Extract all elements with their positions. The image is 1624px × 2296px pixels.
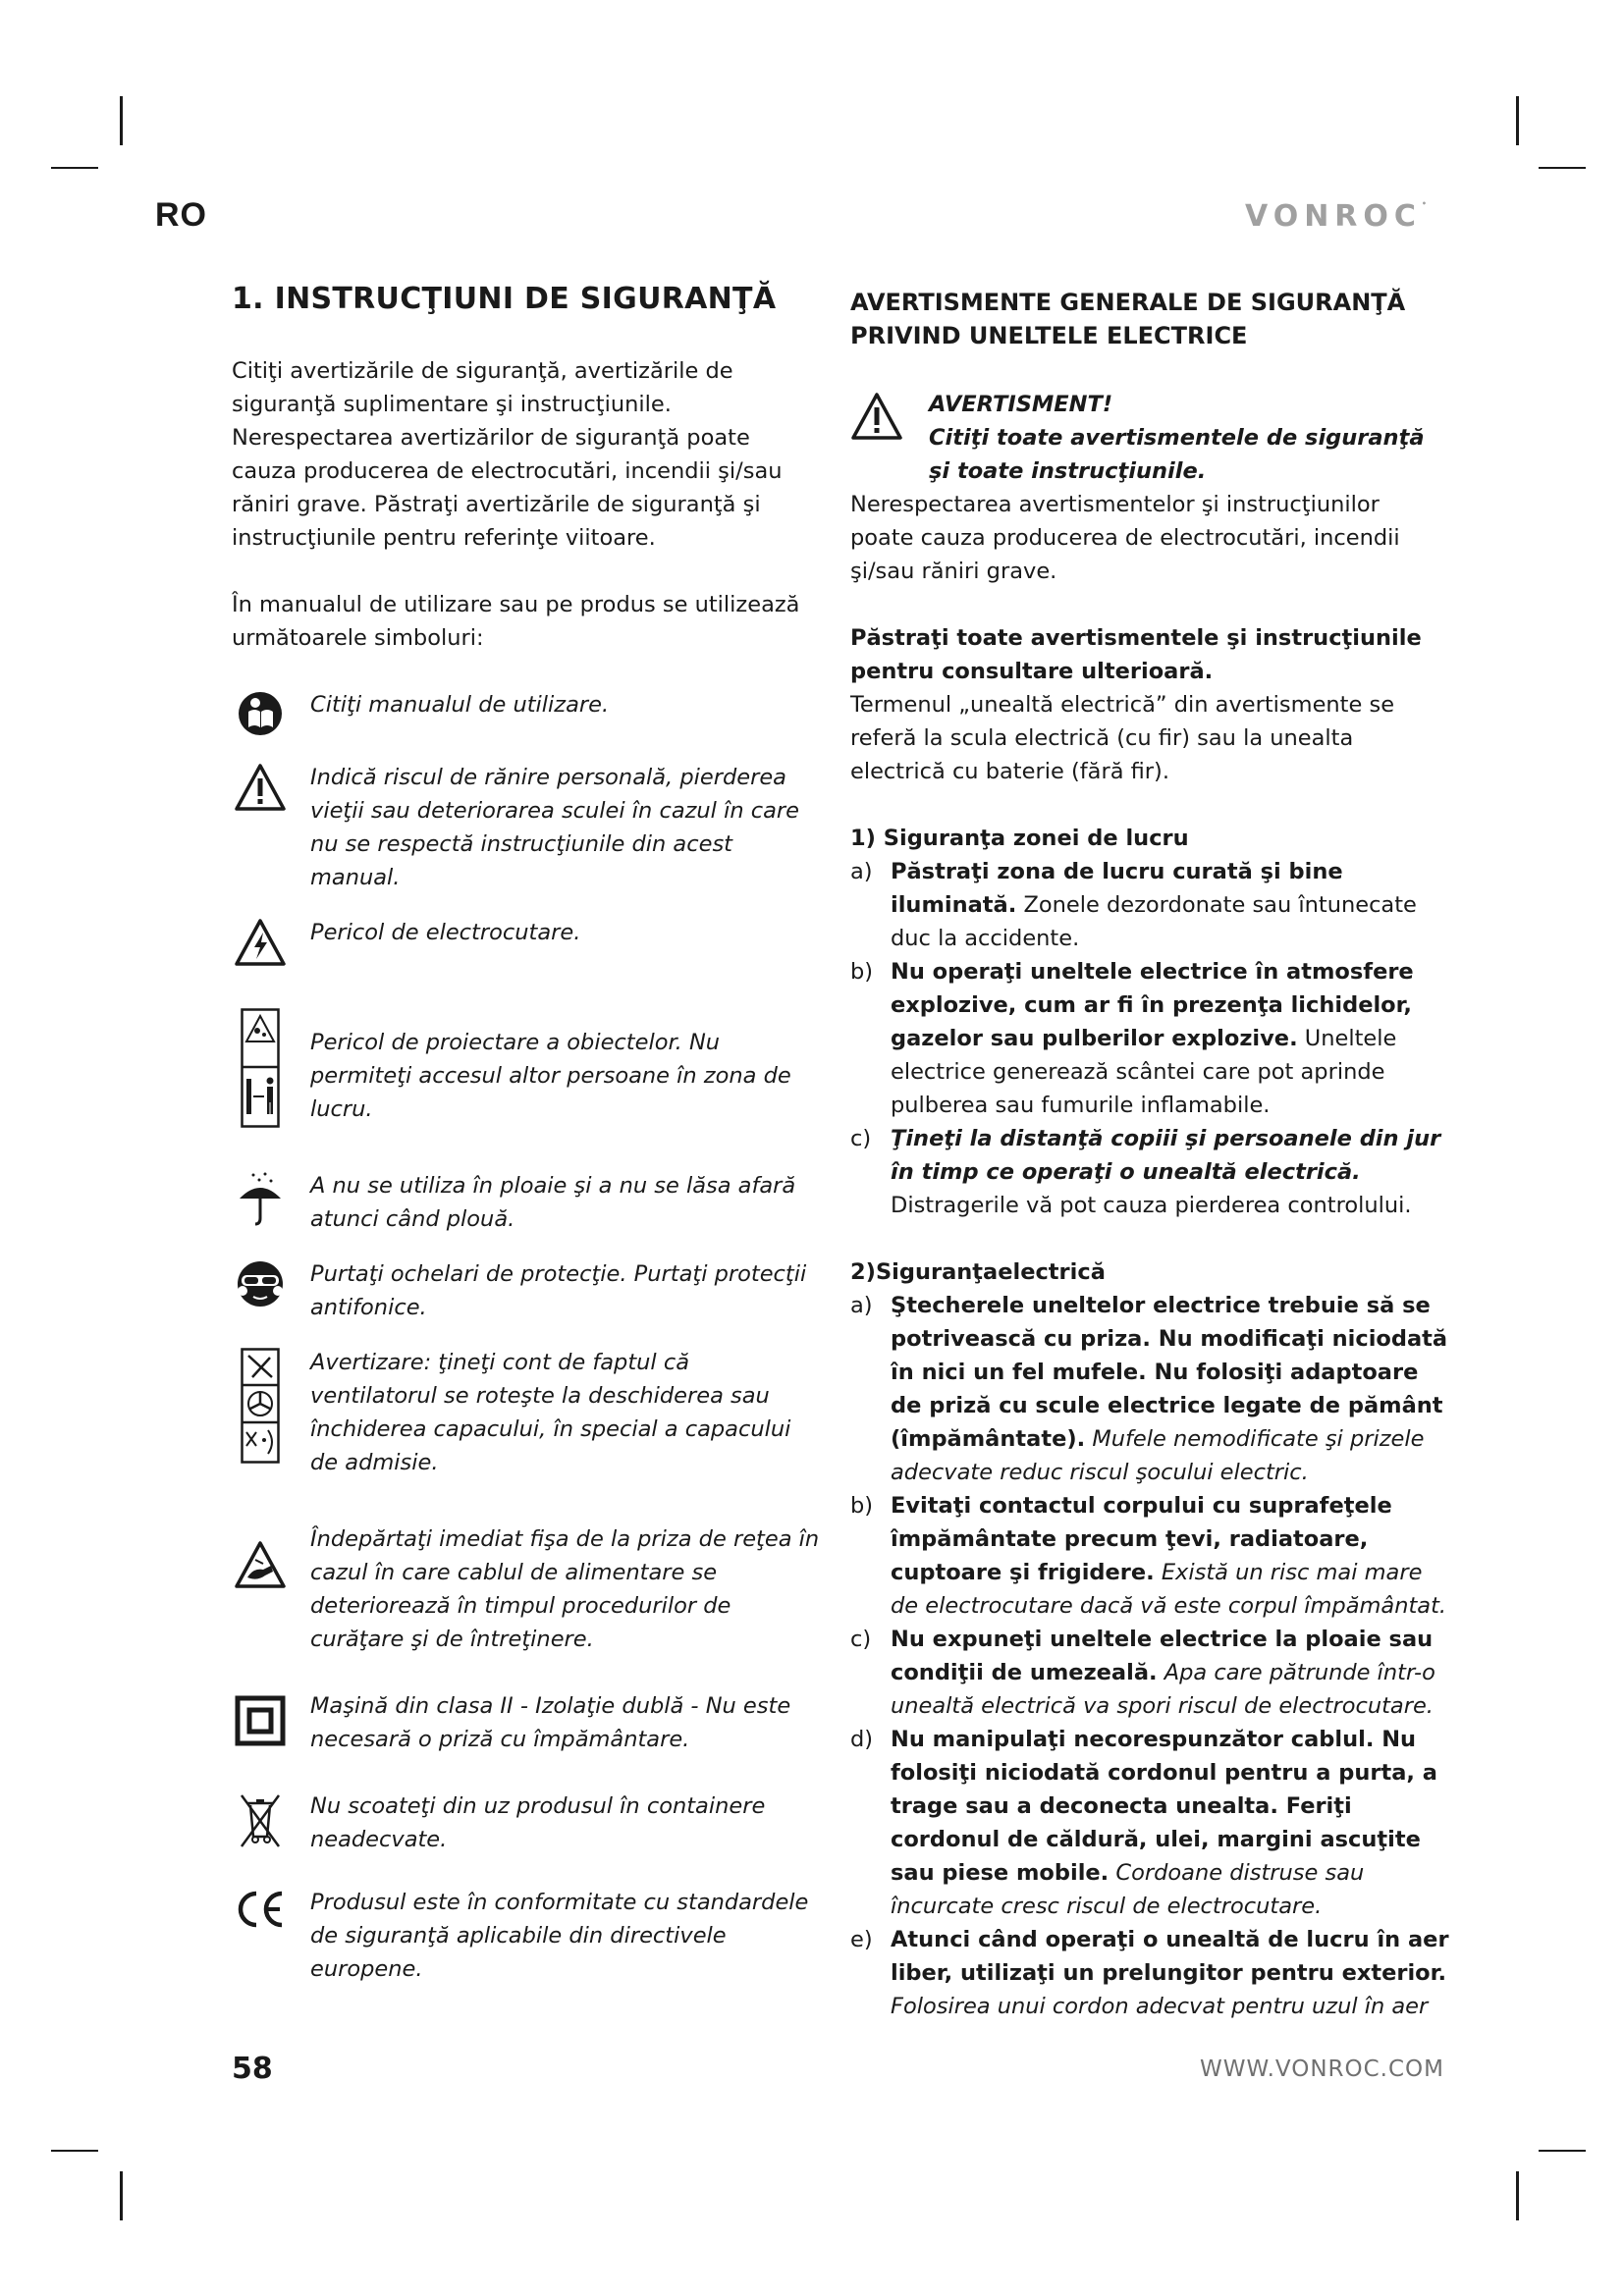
list-item — [850, 955, 1449, 1122]
warning-label: AVERTISMENT! — [929, 392, 1113, 417]
item-bold: Păstraţi zona de lucru curată şi bine iluminată. — [891, 859, 1343, 918]
right-column — [850, 280, 1449, 2023]
item-bold: Evitaţi contactul corpului cu suprafeţele împământate precum ţevi, radiatoare, cuptoare şi frigidere. — [891, 1493, 1392, 1585]
symbol-text: Pericol de proiectare a obiectelor. Nu permiteţi accesul altor persoane în zona de lucru. — [310, 1030, 791, 1122]
rotating-fan-icon — [232, 1346, 289, 1464]
item-label: d) — [850, 1727, 874, 1752]
symbol-text: Avertizare: ţineţi cont de faptul că ventilatorul se roteşte la deschiderea sau închiderea capacului, în special a capacului de admisie. — [310, 1350, 791, 1475]
symbols-intro: În manualul de utilizare sau pe produs se utilizează următoarele simboluri: — [232, 592, 800, 651]
page-number: 58 — [232, 2052, 273, 2086]
crop-mark — [120, 96, 123, 145]
item-text: Uneltele electrice generează scântei care pot aprinde pulberea sau fumurile inflamabile. — [891, 1026, 1397, 1118]
symbol-item — [232, 1006, 821, 1128]
symbol-text: Purtaţi ochelari de protecţie. Purtaţi protecţii antifonice. — [310, 1261, 807, 1320]
symbol-item — [232, 1522, 821, 1656]
language-code: RO — [155, 196, 207, 234]
symbol-item — [232, 1886, 821, 1986]
symbol-list — [232, 688, 821, 1986]
symbol-text: Maşină din clasa II - Izolaţie dublă - Nu este necesară o priză cu împământare. — [310, 1693, 791, 1752]
item-label: a) — [850, 1293, 873, 1318]
general-warnings-title: AVERTISMENTE GENERALE DE SIGURANŢĂ PRIVIND UNELTELE ELECTRICE — [850, 289, 1406, 349]
item-label: a) — [850, 859, 873, 884]
crop-mark — [1539, 2150, 1586, 2152]
warning-text: Nerespectarea avertismentelor şi instrucţiunilor poate cauza producerea de electrocutări, incendii şi/sau răniri grave. — [850, 492, 1400, 584]
list-item — [850, 855, 1449, 955]
symbol-text: Produsul este în conformitate cu standardele de siguranţă aplicabile din directivele europene. — [310, 1890, 809, 1982]
warning-triangle-icon — [850, 388, 905, 488]
brand-logo: VONROC• — [1245, 199, 1428, 234]
crop-mark — [120, 2171, 123, 2220]
item-text: Mufele nemodificate şi prizele adecvate reduc riscul şocului electric. — [891, 1426, 1425, 1485]
item-text: Distragerile vă pot cauza pierderea controlului. — [891, 1193, 1412, 1218]
no-rain-icon — [232, 1169, 289, 1226]
symbol-item — [232, 761, 821, 894]
electric-hazard-icon — [232, 916, 289, 967]
symbol-item — [232, 1257, 821, 1324]
crop-mark — [1516, 2171, 1519, 2220]
brand-logo-text: VONROC — [1245, 199, 1422, 234]
warning-bold-text: Citiţi toate avertismentele de siguranţă şi toate instrucţiunile. — [929, 425, 1425, 484]
symbol-item — [232, 688, 821, 737]
left-column — [232, 280, 821, 1986]
warning-triangle-icon — [232, 761, 289, 812]
item-text: Apa care pătrunde într-o unealtă electrică va spori riscul de electrocutare. — [891, 1660, 1435, 1719]
item-bold: Nu expuneţi uneltele electrice la ploaie sau condiţii de umezeală. — [891, 1627, 1434, 1685]
item-label: b) — [850, 1493, 874, 1519]
keep-instructions-bold: Păstraţi toate avertismentele şi instrucţiunile pentru consultare ulterioară. — [850, 625, 1422, 684]
item-label: e) — [850, 1927, 873, 1952]
crop-mark — [1516, 96, 1519, 145]
crop-mark — [51, 167, 98, 169]
weee-bin-icon — [232, 1789, 289, 1850]
symbol-text: Pericol de electrocutare. — [310, 920, 581, 945]
item-bold: Nu operaţi uneltele electrice în atmosfere explozive, cum ar fi în prezenţa lichidelor, gazelor sau pulberilor explozive. — [891, 959, 1414, 1051]
crop-mark — [1539, 167, 1586, 169]
symbol-text: Indică riscul de rănire personală, pierderea vieţii sau deteriorarea sculei în cazul în care nu se respectă instrucţiunile din acest manual. — [310, 765, 799, 890]
symbol-item — [232, 1689, 821, 1756]
symbol-item — [232, 1169, 821, 1236]
section-work-area-title: 1) Siguranţa zonei de lucru — [850, 826, 1189, 851]
ce-mark-icon — [232, 1886, 289, 1929]
crop-mark — [51, 2150, 98, 2152]
symbol-text: Citiţi manualul de utilizare. — [310, 692, 610, 718]
section-title: 1. INSTRUCŢIUNI DE SIGURANŢĂ — [232, 282, 777, 316]
intro-paragraph: Citiţi avertizările de siguranţă, avertizările de siguranţă suplimentare şi instrucţiunile. Nerespectarea avertizărilor de siguranţă poate cauza producerea de electrocutări, incendii şi/sau răniri grave. Păstraţi avertizările de siguranţă şi instrucţiunile pentru referinţe viitoare. — [232, 358, 783, 551]
item-text: Există un risc mai mare de electrocutare dacă vă este corpul împământat. — [891, 1560, 1447, 1619]
symbol-item — [232, 1346, 821, 1479]
list-item — [850, 1289, 1449, 1489]
warning-block — [850, 388, 1449, 488]
goggles-earmuffs-icon — [232, 1257, 289, 1308]
item-bold: Atunci când operaţi o unealtă de lucru în aer liber, utilizaţi un prelungitor pentru exterior. — [891, 1927, 1449, 1986]
keep-instructions-text: Termenul „unealtă electrică” din avertismente se referă la scula electrică (cu fir) sau la unealta electrică cu baterie (fără fir). — [850, 692, 1395, 784]
read-manual-icon — [232, 688, 289, 737]
item-bold: Nu manipulaţi necorespunzător cablul. Nu folosiţi niciodată cordonul pentru a purta, a trage sau a deconecta unealta. Feriţi cordonul de căldură, ulei, margini ascuţite sau piese mobile. — [891, 1727, 1437, 1886]
list-item — [850, 1723, 1449, 1923]
symbol-item — [232, 916, 821, 967]
flying-objects-icon — [232, 1006, 289, 1128]
symbol-text: A nu se utiliza în ploaie şi a nu se lăsa afară atunci când plouă. — [310, 1173, 796, 1232]
symbol-text: Îndepărtaţi imediat fişa de la priza de reţea în cazul în care cablul de alimentare se deteriorează în timpul procedurilor de curăţare şi de întreţinere. — [310, 1526, 820, 1652]
item-bold: Ţineţi la distanţă copiii şi persoanele din jur în timp ce operaţi o unealtă electrică. — [891, 1126, 1441, 1185]
item-label: b) — [850, 959, 874, 985]
class-ii-icon — [232, 1689, 289, 1746]
item-text: Cordoane distruse sau încurcate cresc riscul de electrocutare. — [891, 1860, 1365, 1919]
list-item — [850, 1923, 1449, 2023]
symbol-item — [232, 1789, 821, 1856]
list-item — [850, 1489, 1449, 1623]
unplug-warning-icon — [232, 1522, 289, 1589]
list-item — [850, 1122, 1449, 1222]
symbol-text: Nu scoateţi din uz produsul în containere neadecvate. — [310, 1793, 766, 1852]
item-label: c) — [850, 1627, 872, 1652]
item-label: c) — [850, 1126, 872, 1151]
item-text: Zonele dezordonate sau întunecate duc la accidente. — [891, 892, 1417, 951]
item-bold: Ştecherele uneltelor electrice trebuie să se potrivească cu priza. Nu modificaţi niciodată în nici un fel mufele. Nu folosiţi adaptoare de priză cu scule electrice legate de pământ (împământate). — [891, 1293, 1448, 1452]
section-electrical-title: 2)Siguranţaelectrică — [850, 1259, 1106, 1285]
website-link: WWW.VONROC.COM — [1200, 2056, 1444, 2082]
list-item — [850, 1623, 1449, 1723]
item-text: Folosirea unui cordon adecvat pentru uzul în aer — [891, 1994, 1429, 2019]
